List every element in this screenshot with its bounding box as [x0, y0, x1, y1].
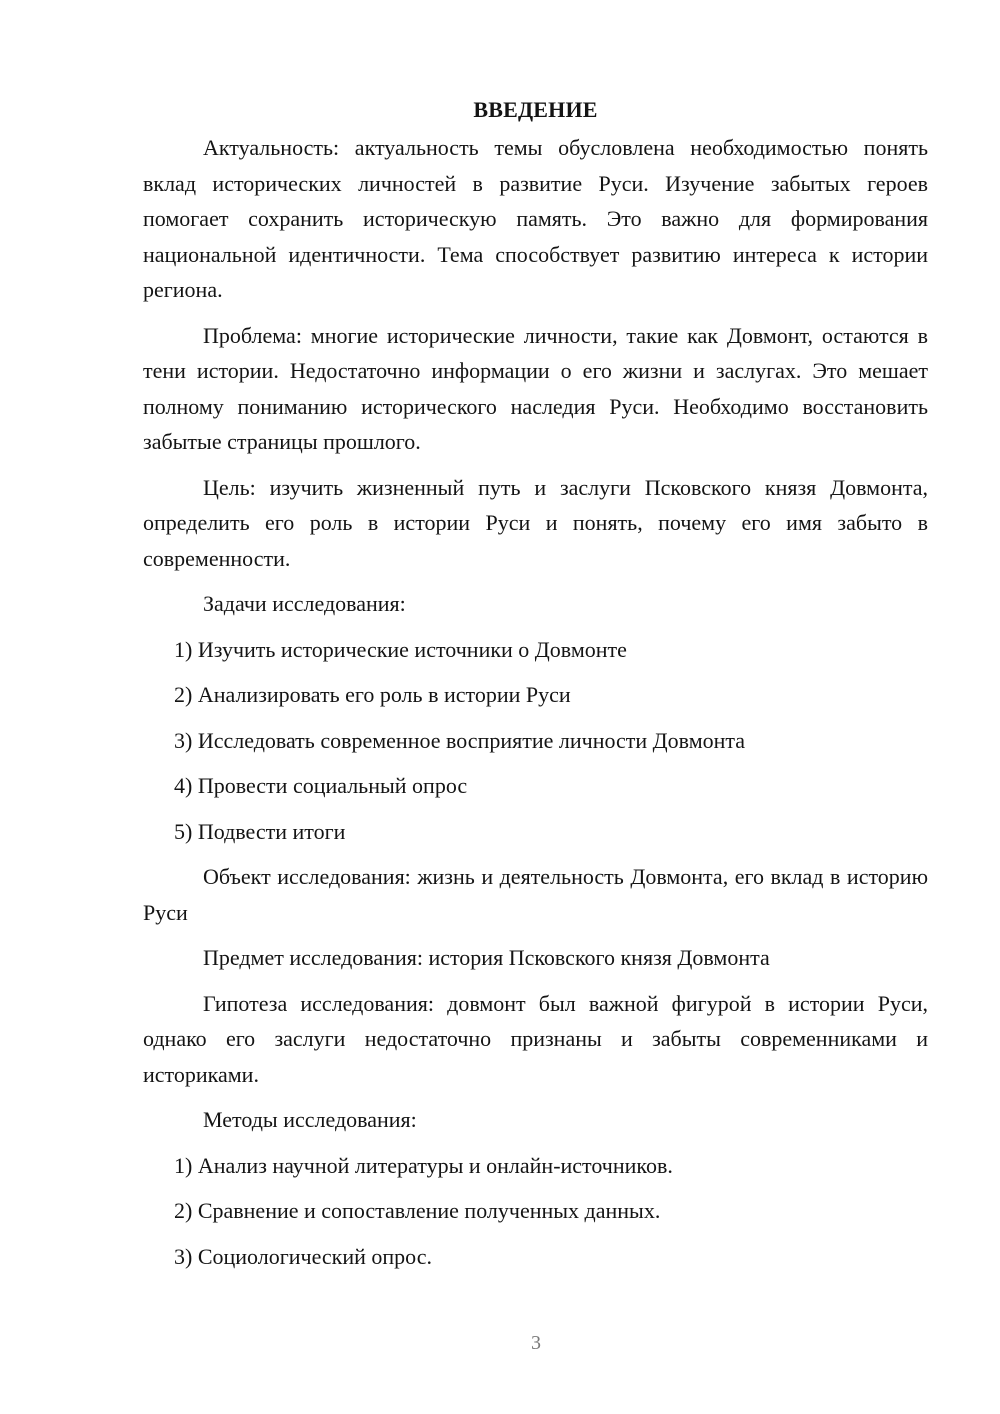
object-paragraph: Объект исследования: жизнь и деятельность Довмонта, его вклад в историю Руси — [143, 864, 928, 925]
page-number: 3 — [531, 1332, 541, 1354]
task-item: 3) Исследовать современное восприятие личности Довмонта — [174, 727, 746, 753]
goal-paragraph: Цель: изучить жизненный путь и заслуги Псковского князя Довмонта, определить его роль в истории Руси и понять, почему его имя забыто в современности. — [143, 474, 928, 571]
method-item: 1) Анализ научной литературы и онлайн-источников. — [174, 1152, 673, 1178]
document-page — [143, 92, 928, 1284]
methods-list — [143, 1148, 928, 1275]
task-item: 1) Изучить исторические источники о Довмонте — [174, 636, 627, 662]
relevance-paragraph: Актуальность: актуальность темы обусловлена необходимостью понять вклад исторических личностей в развитие Руси. Изучение забытых героев помогает сохранить историческую память. Это важно для формирования национальной идентичности. Тема способствует развитию интереса к истории региона. — [143, 135, 928, 302]
method-item: 3) Социологический опрос. — [174, 1243, 432, 1269]
task-item: 4) Провести социальный опрос — [174, 773, 468, 798]
task-item: 5) Подвести итоги — [174, 818, 346, 844]
problem-paragraph: Проблема: многие исторические личности, такие как Довмонт, остаются в тени истории. Недостаточно информации о его жизни и заслугах. Это мешает полному пониманию исторического наследия Руси. Необходимо восстановить забытые страницы прошлого. — [143, 322, 928, 454]
methods-title: Методы исследования: — [203, 1107, 417, 1132]
hypothesis-paragraph: Гипотеза исследования: довмонт был важной фигурой в истории Руси, однако его заслуги недостаточно признаны и забыты современниками и историками. — [143, 990, 928, 1087]
task-item: 2) Анализировать его роль в истории Руси — [174, 682, 571, 707]
tasks-list — [143, 632, 928, 850]
subject-paragraph: Предмет исследования: история Псковского князя Довмонта — [203, 945, 770, 970]
tasks-title: Задачи исследования: — [203, 591, 406, 616]
section-heading: ВВЕДЕНИЕ — [473, 97, 598, 122]
method-item: 2) Сравнение и сопоставление полученных данных. — [174, 1198, 661, 1223]
